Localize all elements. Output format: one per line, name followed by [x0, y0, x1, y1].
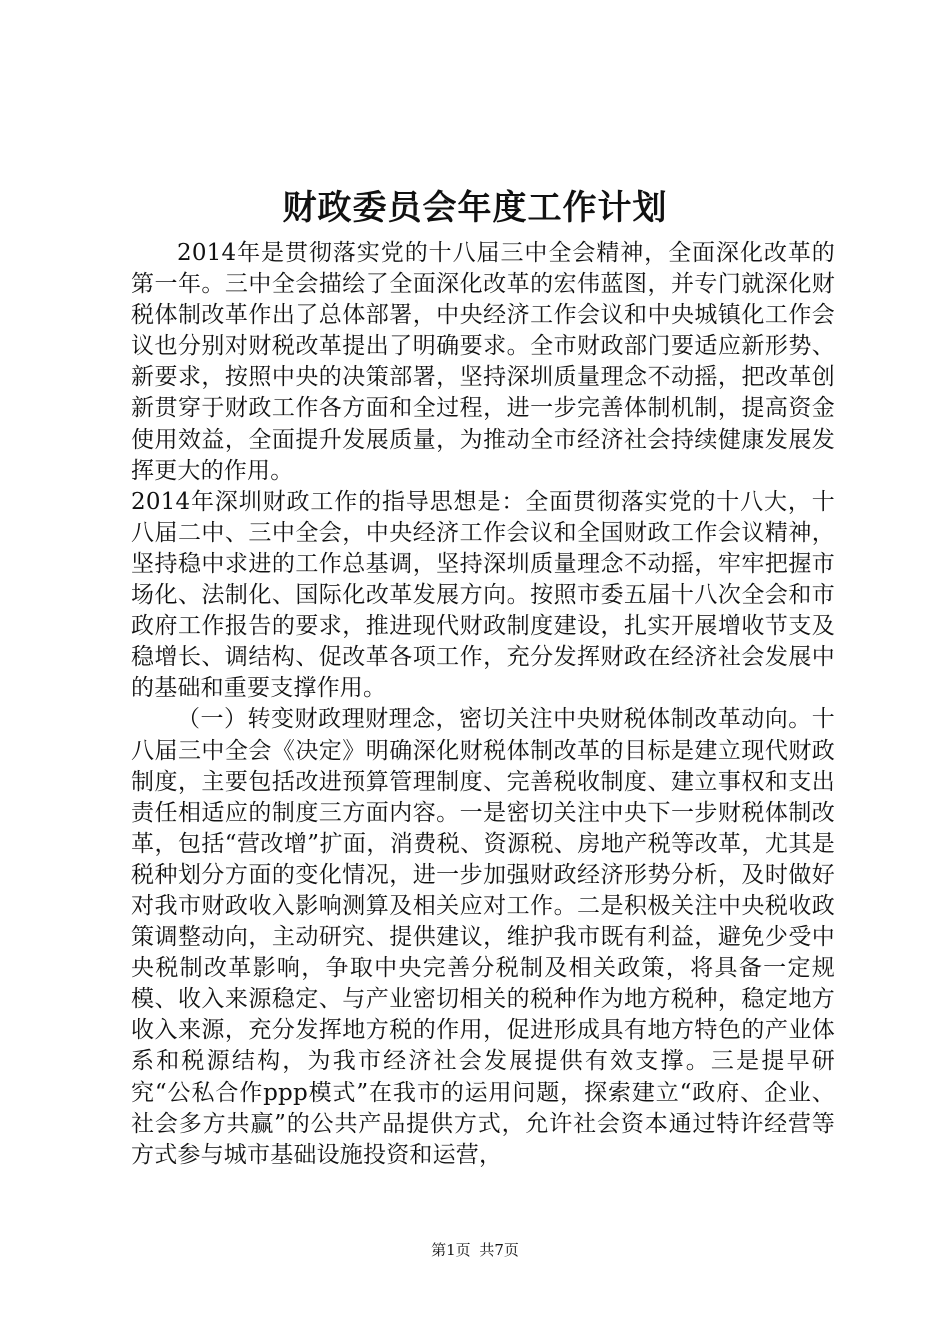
paragraph-guiding-thought: 2014年深圳财政工作的指导思想是：全面贯彻落实党的十八大，十八届二中、三中全会，中央经济工作会议和全国财政工作会议精神，坚持稳中求进的工作总基调，坚持深圳质量理念不动摇，牢牢把握市场化、法制化、国际化改革发展方向。按照市委五届十八次全会和市政府工作报告的要求，推进现代财政制度建设，扎实开展增收节支及稳增长、调结构、促改革各项工作，充分发挥财政在经济社会发展中的基础和重要支撑作用。	[131, 488, 835, 702]
paragraph-section-one: （一）转变财政理财理念，密切关注中央财税体制改革动向。十八届三中全会《决定》明确深化财税体制改革的目标是建立现代财政制度，主要包括改进预算管理制度、完善税收制度、建立事权和支出责任相适应的制度三方面内容。一是密切关注中央下一步财税体制改革，包括“营改增”扩面，消费税、资源税、房地产税等改革，尤其是税种划分方面的变化情况，进一步加强财政经济形势分析，及时做好对我市财政收入影响测算及相关应对工作。二是积极关注中央税收政策调整动向，主动研究、提供建议，维护我市既有利益，避免少受中央税制改革影响，争取中央完善分税制及相关政策，将具备一定规模、收入来源稳定、与产业密切相关的税种作为地方税种，稳定地方收入来源，充分发挥地方税的作用，促进形成具有地方特色的产业体系和税源结构，为我市经济社会发展提供有效支撑。三是提早研究“公私合作ppp模式”在我市的运用问题，探索建立“政府、企业、社会多方共赢”的公共产品提供方式，允许社会资本通过特许经营等方式参与城市基础设施投资和运营，	[131, 706, 835, 1168]
page-number: 第1页	[431, 1241, 471, 1259]
document-title: 财政委员会年度工作计划	[282, 188, 668, 228]
page-footer	[0, 1240, 950, 1260]
paragraph-intro: 2014年是贯彻落实党的十八届三中全会精神，全面深化改革的第一年。三中全会描绘了全面深化改革的宏伟蓝图，并专门就深化财税体制改革作出了总体部署，中央经济工作会议和中央城镇化工作会议也分别对财税改革提出了明确要求。全市财政部门要适应新形势、新要求，按照中央的决策部署，坚持深圳质量理念不动摇，把改革创新贯穿于财政工作各方面和全过程，进一步完善体制机制，提高资金使用效益，全面提升发展质量，为推动全市经济社会持续健康发展发挥更大的作用。	[131, 240, 835, 484]
document-body	[131, 238, 835, 1171]
page-total: 共7页	[479, 1241, 519, 1259]
